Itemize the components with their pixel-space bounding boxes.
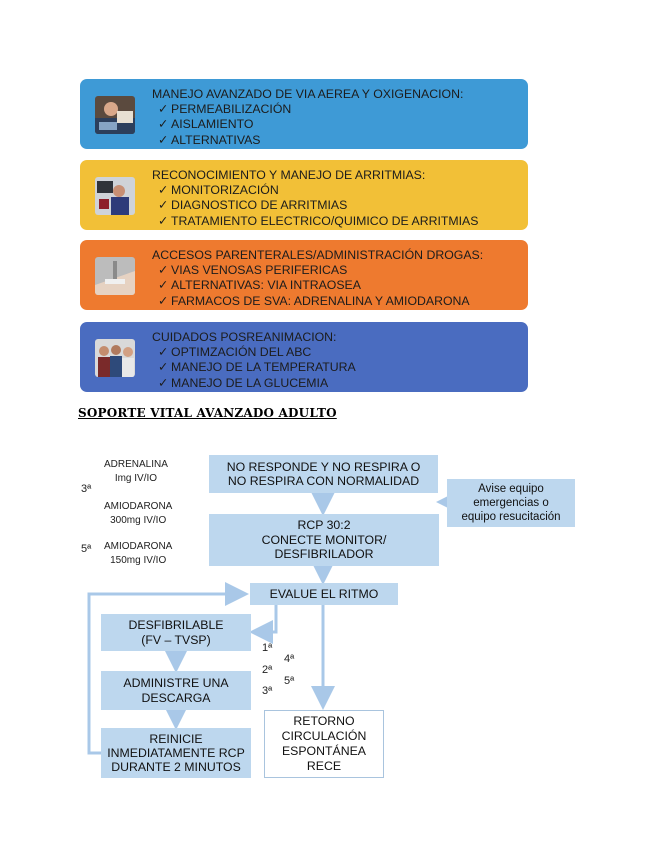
check-icon: ✓ <box>158 293 169 308</box>
check-icon: ✓ <box>158 102 169 116</box>
count-4: 4ª <box>284 653 295 665</box>
check-icon: ✓ <box>158 263 169 277</box>
count-3: 3ª <box>262 685 273 697</box>
adrenalina-note: ADRENALINA Img IV/IO <box>104 459 168 484</box>
list-item: ✓ MONITORIZACIÓN <box>158 183 279 197</box>
check-icon: ✓ <box>158 345 169 359</box>
avise-equipo-box: Avise equipo emergencias o equipo resucitación <box>447 479 575 527</box>
card-title: RECONOCIMIENTO Y MANEJO DE ARRITMIAS: <box>152 168 426 182</box>
list-item: ✓ ALTERNATIVAS: VIA INTRAOSEA <box>158 278 361 293</box>
check-icon: ✓ <box>158 278 169 293</box>
card-title: CUIDADOS POSREANIMACION: <box>152 330 337 344</box>
reinicie-rcp-box: REINICIE INMEDIATAMENTE RCP DURANTE 2 MINUTOS <box>101 728 251 778</box>
list-item: ✓ TRATAMIENTO ELECTRICO/QUIMICO DE ARRITMIAS <box>158 213 479 228</box>
card-title: ACCESOS PARENTERALES/ADMINISTRACIÓN DROGAS: <box>152 248 484 262</box>
check-icon: ✓ <box>158 132 169 147</box>
evalue-ritmo-box: EVALUE EL RITMO <box>250 583 398 605</box>
list-item: ✓ VIAS VENOSAS PERIFERICAS <box>158 263 348 277</box>
section-heading: SOPORTE VITAL AVANZADO ADULTO <box>78 406 337 420</box>
check-icon: ✓ <box>158 117 169 132</box>
retorno-circulacion-box: RETORNO CIRCULACIÓN ESPONTÁNEA RECE <box>264 710 384 778</box>
count-5: 5ª <box>284 675 295 687</box>
card-title: MANEJO AVANZADO DE VIA AEREA Y OXIGENACION: <box>152 87 464 101</box>
check-icon: ✓ <box>158 213 169 228</box>
shock-mark-5: 5ª <box>81 543 92 555</box>
check-icon: ✓ <box>158 198 169 213</box>
amiodarona-300-note: AMIODARONA 300mg IV/IO <box>104 501 173 526</box>
check-icon: ✓ <box>158 375 169 390</box>
amiodarona-150-note: AMIODARONA 150mg IV/IO <box>104 541 173 566</box>
descarga-box: ADMINISTRE UNA DESCARGA <box>101 671 251 710</box>
no-responde-box: NO RESPONDE Y NO RESPIRA O NO RESPIRA CON NORMALIDAD <box>209 455 438 493</box>
list-item: ✓ FARMACOS DE SVA: ADRENALINA Y AMIODARONA <box>158 293 470 308</box>
list-item: ✓ ALTERNATIVAS <box>158 132 261 147</box>
check-icon: ✓ <box>158 183 169 197</box>
list-item: ✓ AISLAMIENTO <box>158 117 254 132</box>
list-item: ✓ MANEJO DE LA TEMPERATURA <box>158 360 356 375</box>
list-item: ✓ PERMEABILIZACIÓN <box>158 102 292 116</box>
desfibrilable-box: DESFIBRILABLE (FV – TVSP) <box>101 614 251 651</box>
rcp-box: RCP 30:2 CONECTE MONITOR/ DESFIBRILADOR <box>209 514 439 566</box>
count-1: 1ª <box>262 642 273 654</box>
check-icon: ✓ <box>158 360 169 375</box>
list-item: ✓ DIAGNOSTICO DE ARRITMIAS <box>158 198 348 213</box>
list-item: ✓ MANEJO DE LA GLUCEMIA <box>158 375 329 390</box>
count-2: 2ª <box>262 664 273 676</box>
shock-mark-3: 3ª <box>81 483 92 495</box>
list-item: ✓ OPTIMZACIÓN DEL ABC <box>158 345 312 359</box>
